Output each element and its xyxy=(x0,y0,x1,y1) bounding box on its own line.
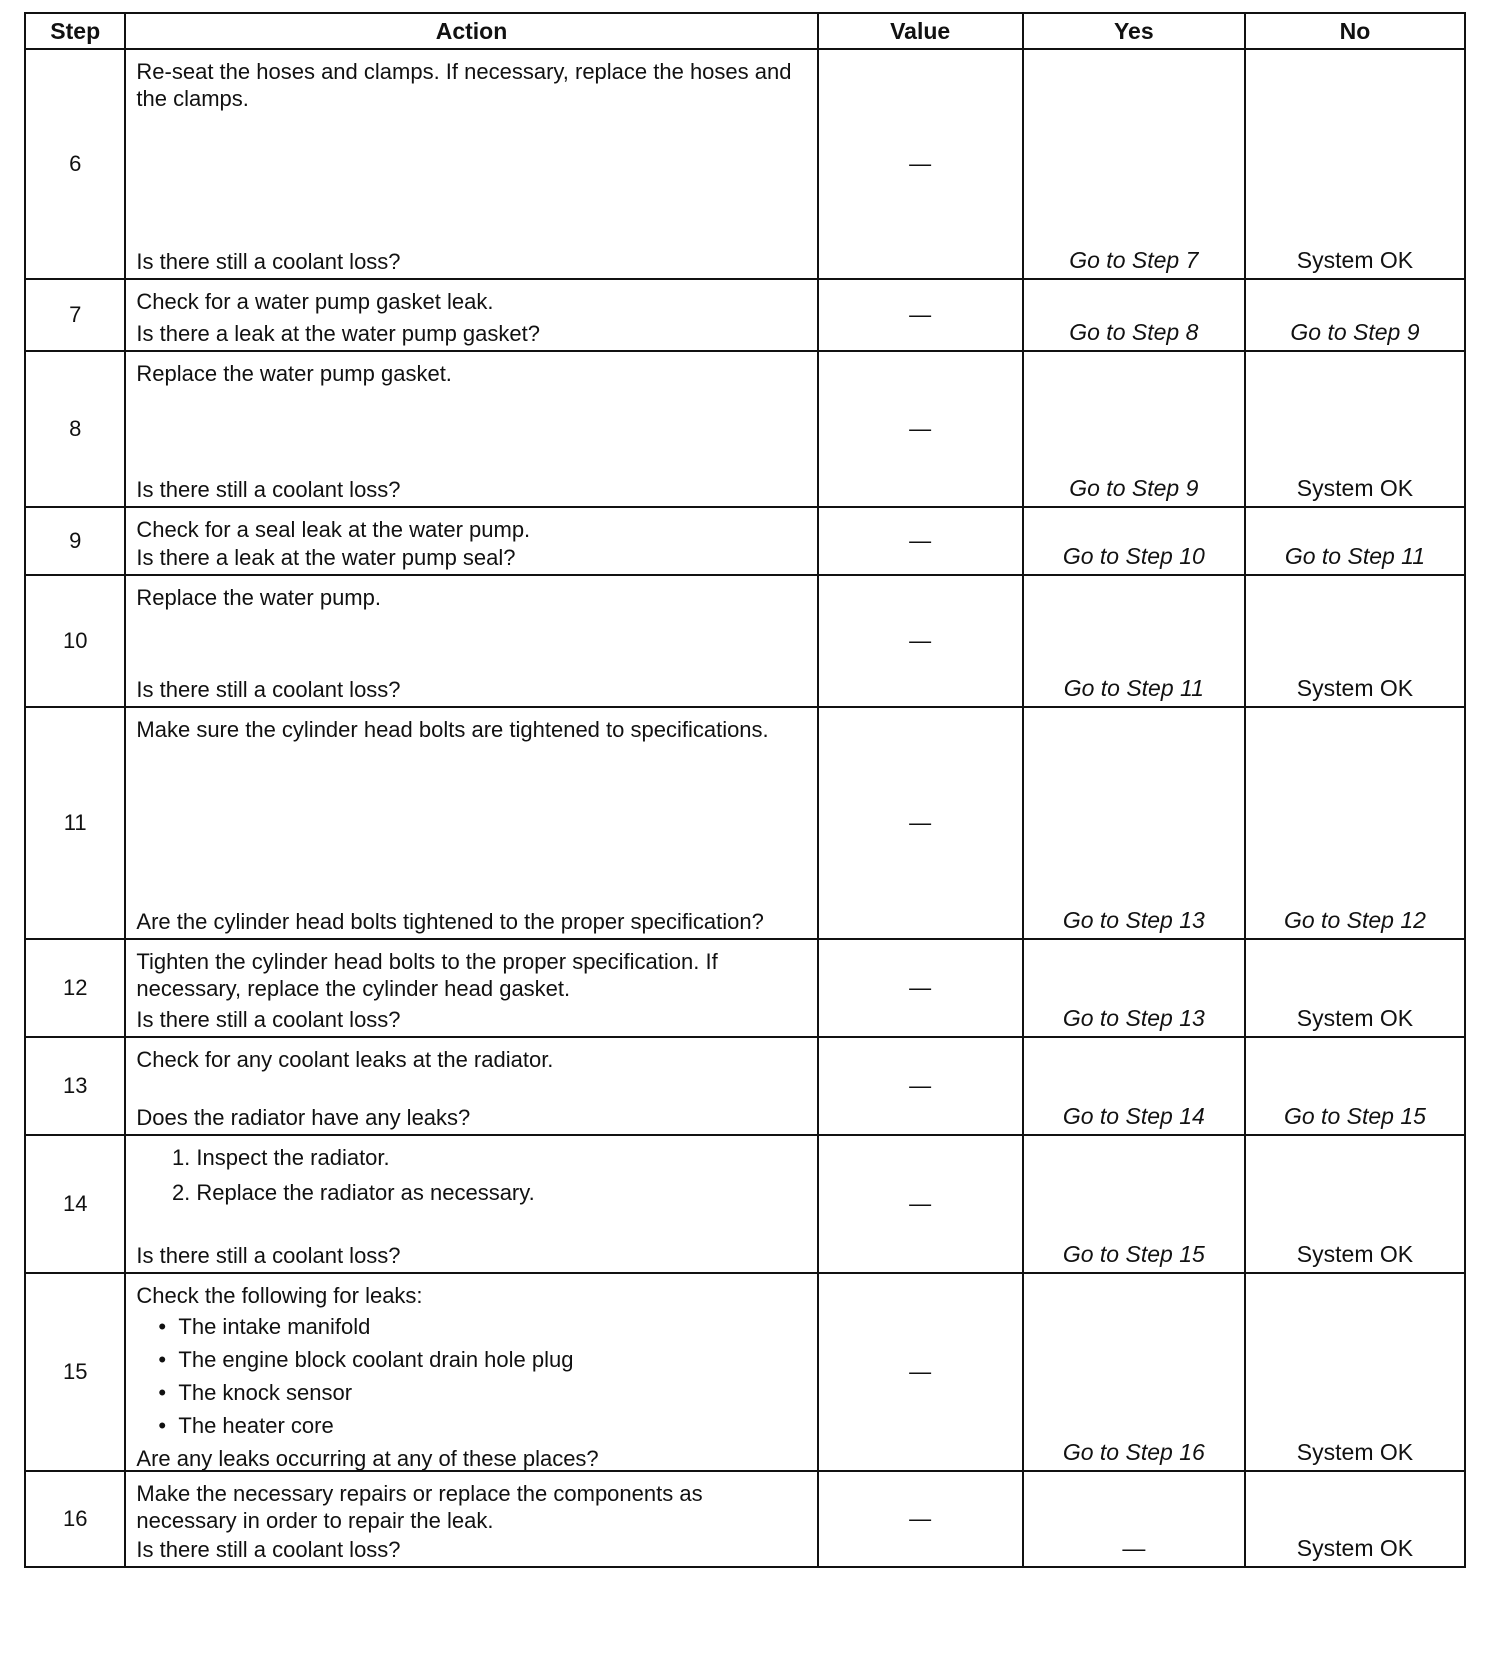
step-number: 8 xyxy=(25,351,125,507)
action-cell xyxy=(125,1135,817,1273)
action-cell xyxy=(125,351,817,507)
value-cell: — xyxy=(818,1471,1023,1567)
table-row xyxy=(25,351,1465,507)
action-text: Tighten the cylinder head bolts to the proper specification. If necessary, replace the cylinder head gasket. xyxy=(136,949,718,1001)
table-row xyxy=(25,279,1465,351)
action-cell xyxy=(125,279,817,351)
step-number: 11 xyxy=(25,707,125,939)
list-item: • The heater core xyxy=(178,1412,806,1439)
action-text: Check the following for leaks: xyxy=(136,1283,423,1308)
table-row xyxy=(25,1471,1465,1567)
action-question: Are any leaks occurring at any of these places? xyxy=(136,1446,599,1471)
action-cell xyxy=(125,939,817,1037)
header-yes: Yes xyxy=(1023,13,1245,49)
no-cell: System OK xyxy=(1245,1135,1465,1273)
value-cell: — xyxy=(818,939,1023,1037)
value-cell: — xyxy=(818,1273,1023,1471)
action-cell xyxy=(125,575,817,707)
yes-cell: Go to Step 16 xyxy=(1023,1273,1245,1471)
value-cell: — xyxy=(818,279,1023,351)
step-number: 16 xyxy=(25,1471,125,1567)
yes-cell: Go to Step 15 xyxy=(1023,1135,1245,1273)
action-text: Replace the water pump gasket. xyxy=(136,361,452,386)
no-cell: Go to Step 9 xyxy=(1245,279,1465,351)
step-number: 15 xyxy=(25,1273,125,1471)
step-number: 6 xyxy=(25,49,125,279)
no-cell: Go to Step 12 xyxy=(1245,707,1465,939)
table-row xyxy=(25,707,1465,939)
action-question: Are the cylinder head bolts tightened to the proper specification? xyxy=(136,909,764,934)
action-question: Is there still a coolant loss? xyxy=(136,1243,401,1268)
action-cell xyxy=(125,707,817,939)
no-cell: System OK xyxy=(1245,1471,1465,1567)
yes-cell: Go to Step 13 xyxy=(1023,939,1245,1037)
list-item: • The intake manifold xyxy=(178,1313,806,1340)
yes-cell: Go to Step 14 xyxy=(1023,1037,1245,1135)
table-row xyxy=(25,1273,1465,1471)
numbered-list xyxy=(136,1144,806,1206)
action-instructions xyxy=(136,1282,806,1445)
header-value: Value xyxy=(818,13,1023,49)
action-question: Does the radiator have any leaks? xyxy=(136,1105,471,1130)
header-step: Step xyxy=(25,13,125,49)
action-instructions xyxy=(136,58,806,112)
action-cell xyxy=(125,49,817,279)
yes-cell: Go to Step 8 xyxy=(1023,279,1245,351)
action-instructions xyxy=(136,1046,806,1073)
header-row xyxy=(25,13,1465,49)
table-row xyxy=(25,1135,1465,1273)
no-cell: Go to Step 11 xyxy=(1245,507,1465,575)
yes-cell: Go to Step 9 xyxy=(1023,351,1245,507)
value-cell: — xyxy=(818,575,1023,707)
step-number: 12 xyxy=(25,939,125,1037)
step-number: 13 xyxy=(25,1037,125,1135)
step-number: 10 xyxy=(25,575,125,707)
bullet-list xyxy=(136,1313,806,1439)
value-cell: — xyxy=(818,707,1023,939)
yes-cell: Go to Step 11 xyxy=(1023,575,1245,707)
table-row xyxy=(25,1037,1465,1135)
action-question: Is there still a coolant loss? xyxy=(136,249,401,274)
action-instructions xyxy=(136,948,806,1002)
action-question: Is there a leak at the water pump gasket? xyxy=(136,321,540,346)
action-question: Is there still a coolant loss? xyxy=(136,1007,401,1032)
diagnostic-table xyxy=(24,12,1466,1568)
yes-cell: Go to Step 10 xyxy=(1023,507,1245,575)
yes-cell: — xyxy=(1023,1471,1245,1567)
table-row xyxy=(25,49,1465,279)
no-cell: System OK xyxy=(1245,351,1465,507)
action-instructions xyxy=(136,584,806,611)
action-question: Is there still a coolant loss? xyxy=(136,677,401,702)
action-text: Check for a water pump gasket leak. xyxy=(136,289,494,314)
action-question: Is there a leak at the water pump seal? xyxy=(136,545,516,570)
value-cell: — xyxy=(818,49,1023,279)
list-item: • The knock sensor xyxy=(178,1379,806,1406)
action-instructions xyxy=(136,1144,806,1214)
action-text: Replace the water pump. xyxy=(136,585,381,610)
action-question: Is there still a coolant loss? xyxy=(136,1537,401,1562)
action-instructions xyxy=(136,288,806,315)
table-row xyxy=(25,575,1465,707)
action-cell xyxy=(125,1273,817,1471)
header-action: Action xyxy=(125,13,817,49)
action-text: Check for any coolant leaks at the radiator. xyxy=(136,1047,554,1072)
list-item: 1. Inspect the radiator. xyxy=(196,1144,806,1171)
yes-cell: Go to Step 13 xyxy=(1023,707,1245,939)
action-instructions xyxy=(136,716,806,743)
action-cell xyxy=(125,1037,817,1135)
list-item: 2. Replace the radiator as necessary. xyxy=(196,1179,806,1206)
table-body xyxy=(25,49,1465,1567)
action-cell xyxy=(125,507,817,575)
value-cell: — xyxy=(818,351,1023,507)
no-cell: System OK xyxy=(1245,939,1465,1037)
action-instructions xyxy=(136,360,806,387)
list-item: • The engine block coolant drain hole plug xyxy=(178,1346,806,1373)
header-no: No xyxy=(1245,13,1465,49)
no-cell: System OK xyxy=(1245,49,1465,279)
action-text: Re-seat the hoses and clamps. If necessary, replace the hoses and the clamps. xyxy=(136,59,792,111)
step-number: 7 xyxy=(25,279,125,351)
action-instructions xyxy=(136,1480,806,1534)
action-text: Make sure the cylinder head bolts are tightened to specifications. xyxy=(136,717,769,742)
value-cell: — xyxy=(818,1037,1023,1135)
no-cell: System OK xyxy=(1245,575,1465,707)
action-text: Make the necessary repairs or replace the components as necessary in order to repair the leak. xyxy=(136,1481,703,1533)
action-instructions xyxy=(136,516,806,543)
yes-cell: Go to Step 7 xyxy=(1023,49,1245,279)
value-cell: — xyxy=(818,507,1023,575)
step-number: 14 xyxy=(25,1135,125,1273)
action-cell xyxy=(125,1471,817,1567)
table-row xyxy=(25,939,1465,1037)
action-question: Is there still a coolant loss? xyxy=(136,477,401,502)
no-cell: System OK xyxy=(1245,1273,1465,1471)
no-cell: Go to Step 15 xyxy=(1245,1037,1465,1135)
table-row xyxy=(25,507,1465,575)
step-number: 9 xyxy=(25,507,125,575)
value-cell: — xyxy=(818,1135,1023,1273)
action-text: Check for a seal leak at the water pump. xyxy=(136,517,531,542)
